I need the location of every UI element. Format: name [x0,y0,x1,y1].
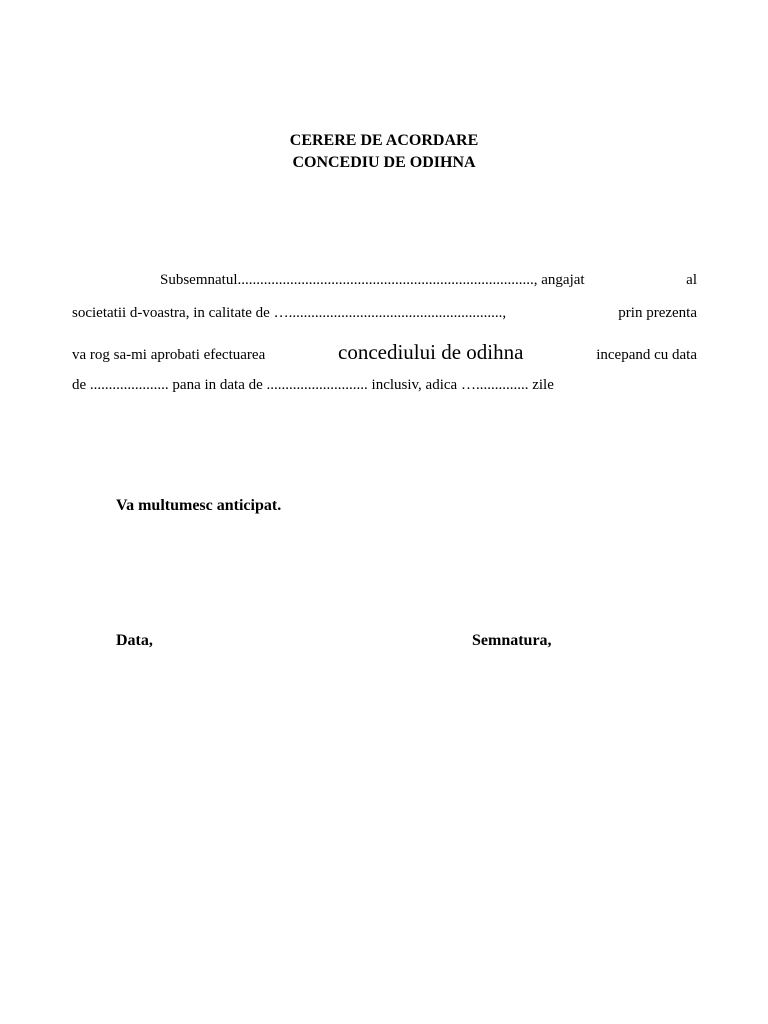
body-line-4-text: de ..................... pana in data de ........................... inclusiv, adica ….............. zile [72,377,554,393]
date-label: Data, [116,632,153,649]
body-line-1-end: al [686,272,697,288]
body-line-2-end: prin prezenta [618,305,697,321]
signature-label: Semnatura, [472,632,552,649]
document-title-line-2: CONCEDIU DE ODIHNA [292,154,476,171]
thanks-text: Va multumesc anticipat. [116,497,282,514]
body-line-1 [72,272,697,289]
body-line-3-start: va rog sa-mi aprobati efectuarea [72,347,266,363]
body-line-4 [72,377,697,394]
body-line-2 [72,305,697,322]
body-line-2-text: societatii d-voastra, in calitate de …........................................................., [72,305,507,321]
document-title-line-1: CERERE DE ACORDARE [289,132,479,149]
body-line-3 [72,340,697,365]
body-line-1-text: Subsemnatul..............................................................................., angajat [160,272,585,288]
body-line-3-emphasis: concediului de odihna [338,340,524,364]
body-line-3-end: incepand cu data [596,347,697,363]
